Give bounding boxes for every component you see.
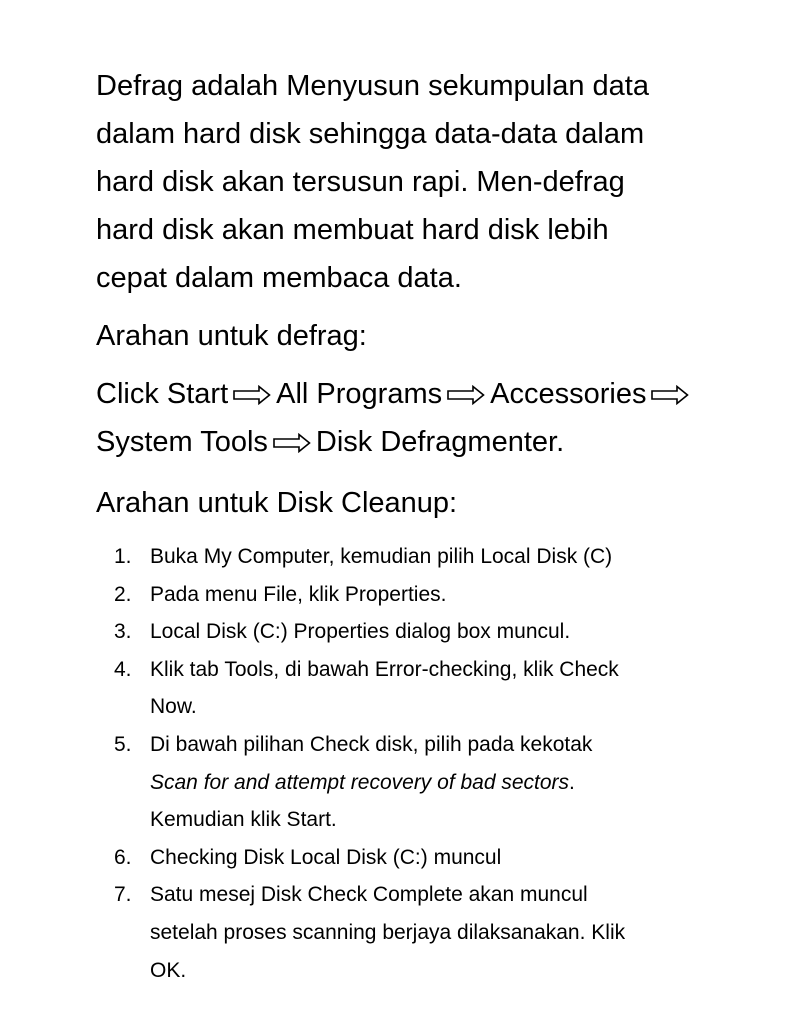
- list-item: [114, 839, 704, 877]
- list-number: 5.: [114, 732, 132, 756]
- cleanup-heading: Arahan untuk Disk Cleanup:: [96, 487, 458, 519]
- intro-line: Defrag adalah Menyusun sekumpulan data: [96, 70, 649, 102]
- list-item-line: Klik tab Tools, di bawah Error-checking, klik Check: [150, 657, 619, 681]
- list-item-line: [150, 764, 704, 802]
- list-item: [114, 613, 704, 651]
- path-step-start: Click Start: [96, 378, 229, 410]
- intro-line: hard disk akan tersusun rapi. Men-defrag: [96, 166, 625, 198]
- list-number: 4.: [114, 657, 132, 681]
- intro-line: cepat dalam membaca data.: [96, 262, 462, 294]
- italic-option-text: Scan for and attempt recovery of bad sectors: [150, 770, 570, 794]
- list-item: [114, 876, 704, 989]
- list-item-line: Satu mesej Disk Check Complete akan muncul: [150, 883, 588, 907]
- list-item-line: Buka My Computer, kemudian pilih Local Disk (C): [150, 545, 613, 568]
- right-arrow-outline-icon: [232, 385, 272, 405]
- defrag-path-line-1: [96, 370, 694, 418]
- list-item: [114, 651, 704, 726]
- right-arrow-outline-icon: [272, 433, 312, 453]
- list-item-line: Di bawah pilihan Check disk, pilih pada kekotak: [150, 732, 593, 756]
- path-step-accessories: Accessories: [490, 378, 647, 410]
- punctuation: .: [569, 770, 575, 794]
- list-number: 3.: [114, 620, 132, 644]
- list-number: 6.: [114, 845, 132, 869]
- list-item-line: Local Disk (C:) Properties dialog box muncul.: [150, 620, 571, 644]
- defrag-path-line-2: [96, 418, 564, 466]
- intro-paragraph: [96, 62, 649, 302]
- defrag-heading: Arahan untuk defrag:: [96, 320, 367, 352]
- intro-line: dalam hard disk sehingga data-data dalam: [96, 118, 645, 150]
- list-item: [114, 726, 704, 839]
- list-item-line: setelah proses scanning berjaya dilaksanakan. Klik: [150, 920, 626, 944]
- list-item-line: Checking Disk Local Disk (C:) muncul: [150, 845, 502, 869]
- cleanup-steps-list: [114, 538, 704, 989]
- list-number: 2.: [114, 582, 132, 606]
- list-number: 7.: [114, 883, 132, 907]
- path-step-system-tools: System Tools: [96, 426, 268, 458]
- right-arrow-outline-icon: [650, 385, 690, 405]
- list-item: [114, 576, 704, 614]
- path-step-disk-defragmenter: Disk Defragmenter.: [315, 426, 565, 458]
- list-item: [114, 538, 704, 576]
- right-arrow-outline-icon: [446, 385, 486, 405]
- path-step-all-programs: All Programs: [276, 378, 443, 410]
- list-number: 1.: [114, 545, 132, 568]
- intro-line: hard disk akan membuat hard disk lebih: [96, 214, 609, 246]
- list-item-line: OK.: [150, 958, 187, 982]
- list-item-line: Now.: [150, 695, 197, 719]
- list-item-line: Pada menu File, klik Properties.: [150, 582, 447, 606]
- list-item-line: Kemudian klik Start.: [150, 808, 337, 832]
